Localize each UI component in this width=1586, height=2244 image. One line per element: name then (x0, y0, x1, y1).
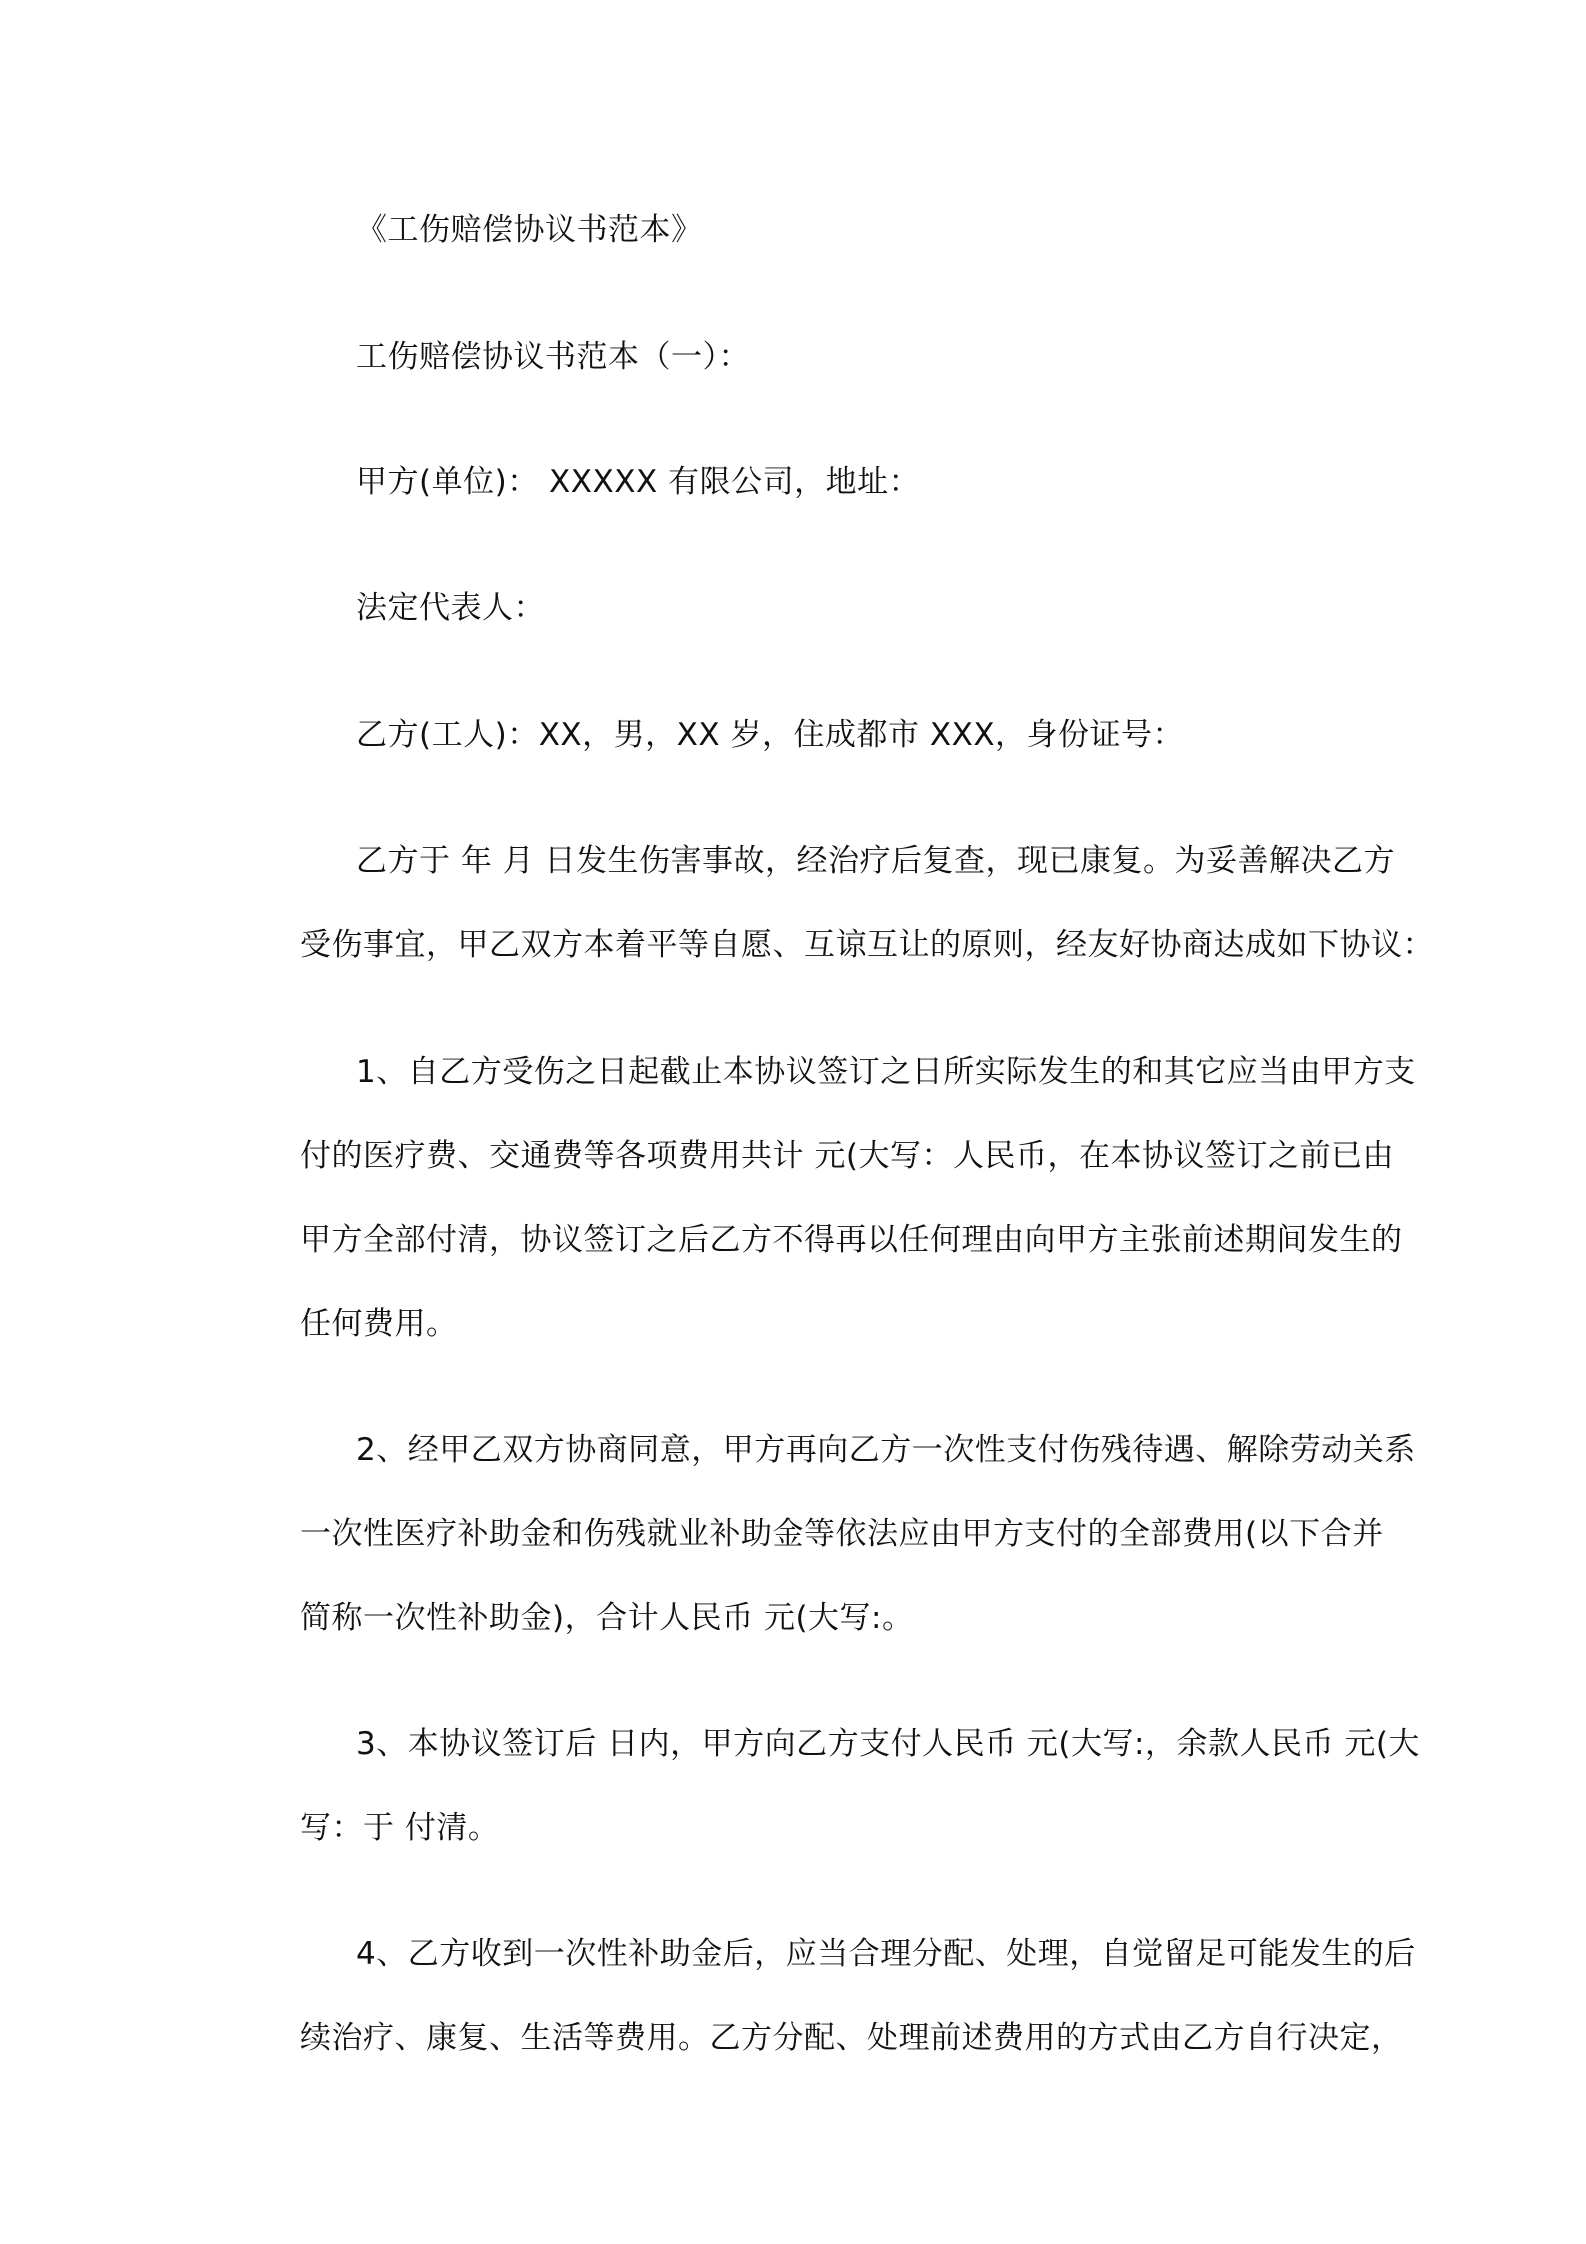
party-a-line: 甲方(单位)： XXXXX 有限公司，地址： (356, 464, 921, 500)
clause-2-line-3: 简称一次性补助金)，合计人民币 元(大写:。 (300, 1600, 914, 1636)
clause-2-line-2: 一次性医疗补助金和伤残就业补助金等依法应由甲方支付的全部费用(以下合并 (300, 1516, 1384, 1552)
document-title: 《工伤赔偿协议书范本》 (356, 212, 703, 248)
clause-3-line-1: 3、本协议签订后 日内，甲方向乙方支付人民币 元(大写:，余款人民币 元(大 (356, 1726, 1420, 1762)
clause-1-line-3: 甲方全部付清，协议签订之后乙方不得再以任何理由向甲方主张前述期间发生的 (300, 1222, 1403, 1258)
clause-3-line-2: 写：于 付清。 (300, 1810, 500, 1846)
intro-paragraph-line-1: 乙方于 年 月 日发生伤害事故，经治疗后复查，现已康复。为妥善解决乙方 (356, 843, 1396, 879)
clause-1-line-4: 任何费用。 (300, 1306, 458, 1342)
clause-1-line-1: 1、自乙方受伤之日起截止本协议签订之日所实际发生的和其它应当由甲方支 (356, 1054, 1416, 1090)
clause-4-line-2: 续治疗、康复、生活等费用。乙方分配、处理前述费用的方式由乙方自行决定， (300, 2020, 1403, 2056)
clause-2-line-1: 2、经甲乙双方协商同意，甲方再向乙方一次性支付伤残待遇、解除劳动关系 (356, 1432, 1416, 1468)
party-b-line: 乙方(工人)：XX，男，XX 岁，住成都市 XXX，身份证号： (356, 717, 1185, 753)
intro-paragraph-line-2: 受伤事宜，甲乙双方本着平等自愿、互谅互让的原则，经友好协商达成如下协议： (300, 927, 1434, 963)
clause-4-line-1: 4、乙方收到一次性补助金后，应当合理分配、处理，自觉留足可能发生的后 (356, 1936, 1416, 1972)
clause-1-line-2: 付的医疗费、交通费等各项费用共计 元(大写：人民币，在本协议签订之前已由 (300, 1138, 1394, 1174)
section-heading: 工伤赔偿协议书范本（一）： (356, 339, 750, 375)
legal-representative-line: 法定代表人： (356, 590, 545, 626)
